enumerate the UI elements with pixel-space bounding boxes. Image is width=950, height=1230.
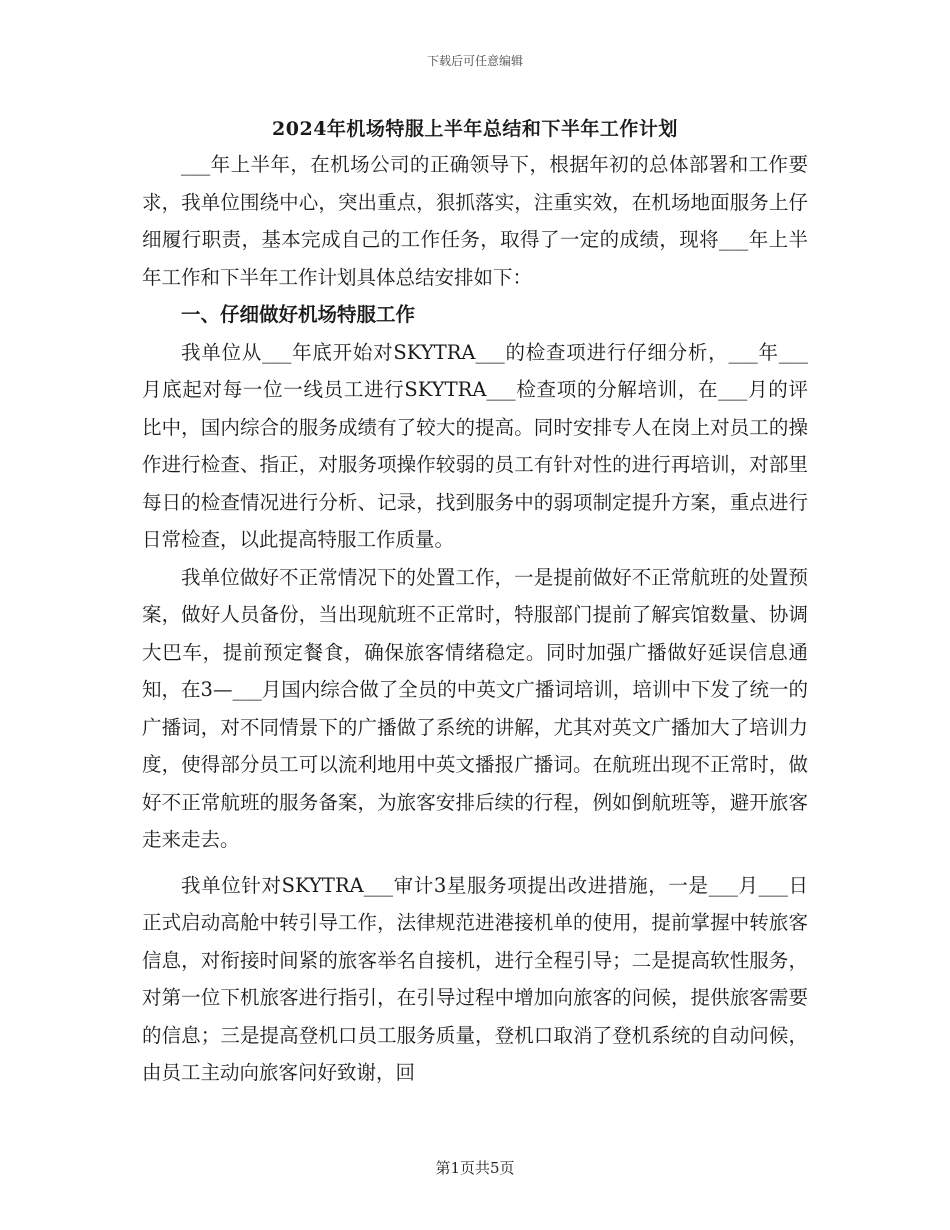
- paragraph-training: 我单位从___年底开始对SKYTRA___的检查项进行仔细分析，___年___月底起对每一位一线员工进行SKYTRA___检查项的分解培训，在___月的评比中，国内综合的服务成绩有了较大的提高。同时安排专人在岗上对员工的操作进行检查、指正，对服务项操作较弱的员工有针对性的进行再培训，对部里每日的检查情况进行分析、记录，找到服务中的弱项制定提升方案，重点进行日常检查，以此提高特服工作质量。: [142, 340, 808, 551]
- paragraph-improvements: 我单位针对SKYTRA___审计3星服务项提出改进措施，一是___月___日正式启动高舱中转引导工作，法律规范进港接机单的使用，提前掌握中转旅客信息，对衔接时间紧的旅客举名自接机，进行全程引导；二是提高软性服务，对第一位下机旅客进行指引，在引导过程中增加向旅客的问候，提供旅客需要的信息；三是提高登机口员工服务质量，登机口取消了登机系统的自动问候，由员工主动向旅客问好致谢，回: [142, 873, 808, 1084]
- paragraph-irregular-flights: 我单位做好不正常情况下的处置工作，一是提前做好不正常航班的处置预案，做好人员备份，当出现航班不正常时，特服部门提前了解宾馆数量、协调大巴车，提前预定餐食，确保旅客情绪稳定。同时加强广播做好延误信息通知，在3—___月国内综合做了全员的中英文广播词培训，培训中下发了统一的广播词，对不同情景下的广播做了系统的讲解，尤其对英文广播加大了培训力度，使得部分员工可以流利地用中英文播报广播词。在航班出现不正常时，做好不正常航班的服务备案，为旅客安排后续的行程，例如倒航班等，避开旅客走来走去。: [142, 565, 808, 851]
- page-number: 第1页共5页: [435, 1159, 515, 1177]
- section-heading-1: 一、仔细做好机场特服工作: [181, 303, 416, 326]
- document-title: 2024年机场特服上半年总结和下半年工作计划: [272, 118, 678, 140]
- document-body: [142, 146, 808, 1092]
- header-note: 下载后可任意编辑: [426, 54, 523, 68]
- paragraph-intro: ___年上半年，在机场公司的正确领导下，根据年初的总体部署和工作要求，我单位围绕中心，突出重点，狠抓落实，注重实效，在机场地面服务上仔细履行职责，基本完成自己的工作任务，取得了一定的成绩，现将___年上半年工作和下半年工作计划具体总结安排如下：: [142, 153, 808, 289]
